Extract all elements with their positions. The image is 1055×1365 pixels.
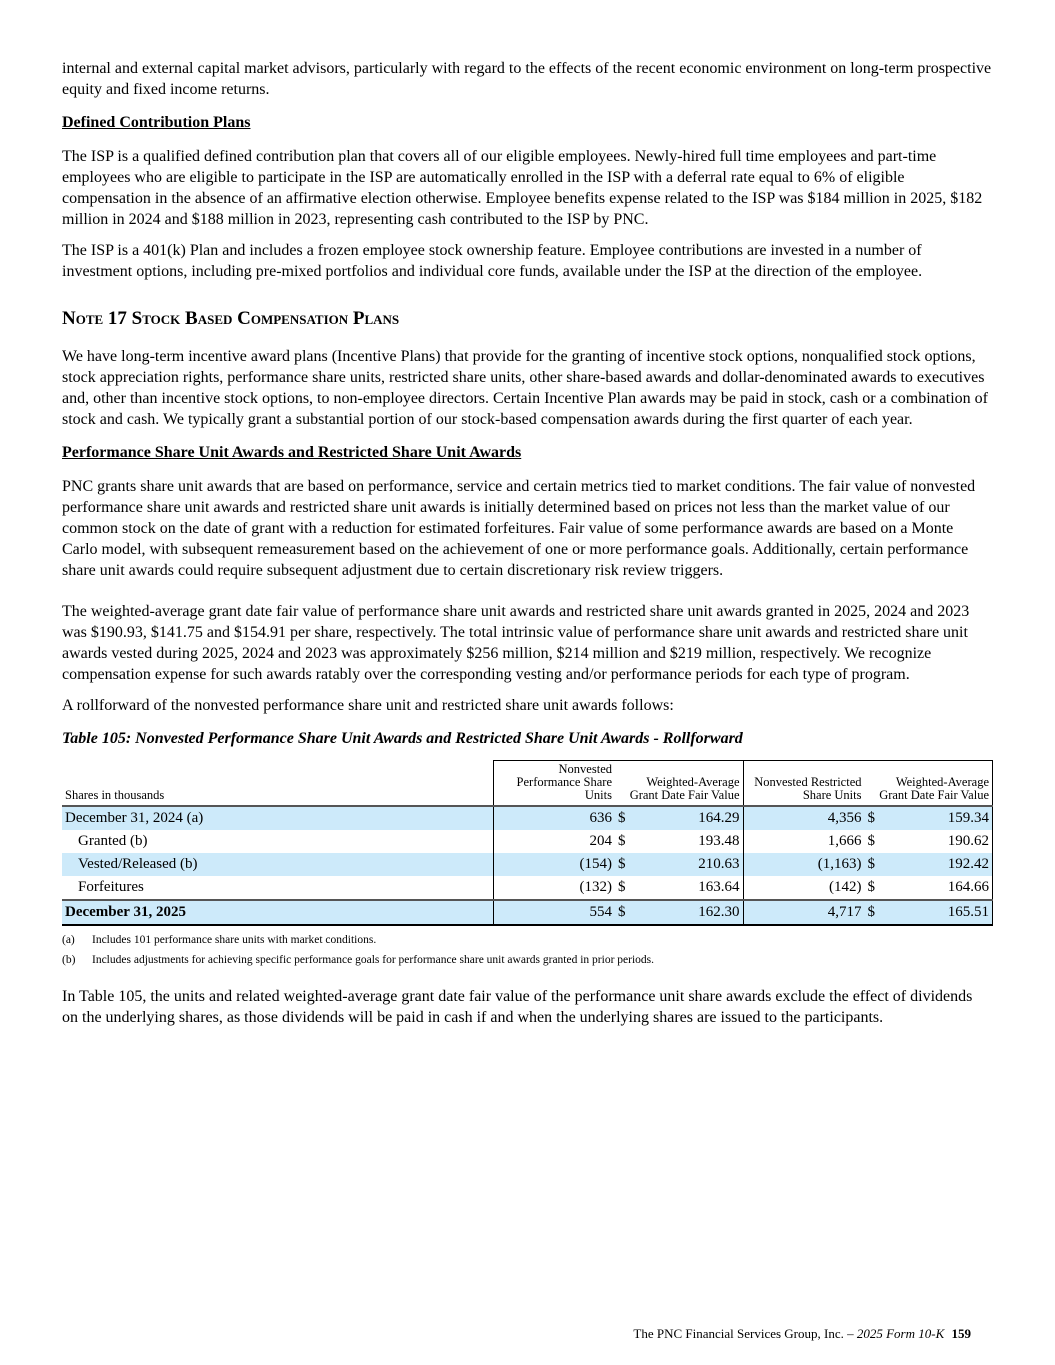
- psu-fv: 193.48: [698, 833, 740, 849]
- header-rsu-fv: Weighted-Average Grant Date Fair Value: [865, 761, 993, 807]
- table-total-row: [62, 900, 993, 925]
- document-page: [62, 58, 992, 1038]
- table-header-row: [62, 761, 993, 807]
- header-psu-units: Nonvested Performance Share Units: [494, 761, 616, 807]
- rsu-units: 4,356: [743, 806, 865, 830]
- psu-units: (132): [494, 876, 616, 900]
- psu-units: 636: [494, 806, 616, 830]
- currency: $: [618, 879, 626, 895]
- currency: $: [615, 900, 633, 925]
- table-row: [62, 806, 993, 830]
- psu-fv: 210.63: [633, 853, 743, 876]
- note-heading: Note 17 Stock Based Compensation Plans: [62, 308, 400, 329]
- row-label: December 31, 2024 (a): [62, 806, 494, 830]
- footnote-b: (b) Includes adjustments for achieving specific performance goals for performance share unit awards granted in prior periods.: [62, 954, 655, 966]
- currency: $: [865, 853, 883, 876]
- currency: $: [865, 900, 883, 925]
- psu-paragraph-1: PNC grants share unit awards that are based on performance, service and certain metrics tied to market conditions. The fair value of nonvested performance share unit awards and restricted share unit awards is initially determined based on prices not less than the market value of our common stock on the date of grant with a reduction for estimated forfeitures. Fair value of some performance awards are based on a Monte Carlo model, with subsequent remeasurement based on the achievement of one or more performance goals. Additionally, certain performance share unit awards could require subsequent adjustment due to certain discretionary risk review triggers.: [62, 478, 976, 579]
- psu-fv: 162.30: [633, 900, 743, 925]
- psu-units: (154): [494, 853, 616, 876]
- footnote-a: (a) Includes 101 performance share units with market conditions.: [62, 934, 377, 946]
- psu-paragraph-3: A rollforward of the nonvested performance share unit and restricted share unit awards follows:: [62, 697, 674, 714]
- footer-company: The PNC Financial Services Group, Inc. –: [633, 1326, 854, 1341]
- dc-paragraph-2: The ISP is a 401(k) Plan and includes a frozen employee stock ownership feature. Employee contributions are invested in a number of investment options, including pre-mixed portfolios and individual core funds, available under the ISP at the direction of the employee.: [62, 242, 923, 280]
- table-row: [62, 830, 993, 853]
- row-label: December 31, 2025: [62, 900, 494, 925]
- table-row: [62, 876, 993, 900]
- dc-paragraph-1: The ISP is a qualified defined contribution plan that covers all of our eligible employees. Newly-hired full time employees and part-time employees who are eligible to participate in the ISP are automatically enrolled in the ISP with a deferral rate equal to 6% of eligible compensation in the absence of an affirmative election otherwise. Employee benefits expense related to the ISP was $184 million in 2025, $182 million in 2024 and $188 million in 2023, representing cash contributed to the ISP by PNC.: [62, 148, 983, 228]
- currency: $: [867, 833, 875, 849]
- rsu-units: 4,717: [743, 900, 865, 925]
- rsu-units: (142): [743, 876, 865, 900]
- row-label: Granted (b): [78, 833, 148, 849]
- page-number: 159: [951, 1326, 971, 1341]
- psu-units: 554: [494, 900, 616, 925]
- table-caption: Table 105: Nonvested Performance Share Unit Awards and Restricted Share Unit Awards - Rollforward: [62, 730, 743, 747]
- rsu-fv: 190.62: [883, 830, 993, 853]
- table-row: [62, 853, 993, 876]
- rsu-fv: 165.51: [883, 900, 993, 925]
- note-paragraph-1: We have long-term incentive award plans (Incentive Plans) that provide for the granting of incentive stock options, nonqualified stock options, stock appreciation rights, performance share units, restricted share units, other share-based awards and dollar-denominated awards to executives and, other than incentive stock options, to non-employee directors. Certain Incentive Plan awards may be paid in stock, cash or a combination of stock and cash. We typically grant a substantial portion of our stock-based compensation awards during the first quarter of each year.: [62, 348, 988, 428]
- rsu-units: 1,666: [743, 830, 865, 853]
- psu-heading: Performance Share Unit Awards and Restricted Share Unit Awards: [62, 444, 522, 461]
- rsu-fv: 164.66: [883, 876, 993, 900]
- psu-paragraph-2: The weighted-average grant date fair value of performance share unit awards and restricted share unit awards granted in 2025, 2024 and 2023 was $190.93, $141.75 and $154.91 per share, respectively. The total intrinsic value of performance share unit awards and restricted share unit awards vested during 2025, 2024 and 2023 was approximately $256 million, $214 million and $219 million, respectively. We recognize compensation expense for such awards ratably over the corresponding vesting and/or performance periods for each type of program.: [62, 603, 970, 683]
- page-footer: [633, 1326, 971, 1342]
- intro-paragraph: internal and external capital market advisors, particularly with regard to the effects of the recent economic environment on long-term prospective equity and fixed income returns.: [62, 60, 992, 98]
- header-rsu-units: Nonvested Restricted Share Units: [743, 761, 865, 807]
- row-label: Vested/Released (b): [62, 853, 494, 876]
- psu-units: 204: [494, 830, 616, 853]
- header-label: Shares in thousands: [62, 761, 494, 807]
- currency: $: [615, 806, 633, 830]
- footer-form: 2025 Form 10-K: [856, 1326, 945, 1341]
- defined-contribution-heading: Defined Contribution Plans: [62, 114, 251, 131]
- rsu-units: (1,163): [743, 853, 865, 876]
- rsu-fv: 192.42: [883, 853, 993, 876]
- currency: $: [618, 833, 626, 849]
- rollforward-table: [62, 760, 993, 926]
- rsu-fv: 159.34: [883, 806, 993, 830]
- currency: $: [867, 879, 875, 895]
- psu-fv: 163.64: [698, 879, 740, 895]
- psu-fv: 164.29: [633, 806, 743, 830]
- currency: $: [615, 853, 633, 876]
- row-label: Forfeitures: [78, 879, 144, 895]
- currency: $: [865, 806, 883, 830]
- closing-paragraph: In Table 105, the units and related weighted-average grant date fair value of the performance unit share awards exclude the effect of dividends on the underlying shares, as those dividends will be paid in cash if and when the underlying shares are issued to the participants.: [62, 988, 973, 1026]
- header-psu-fv: Weighted-Average Grant Date Fair Value: [615, 761, 743, 807]
